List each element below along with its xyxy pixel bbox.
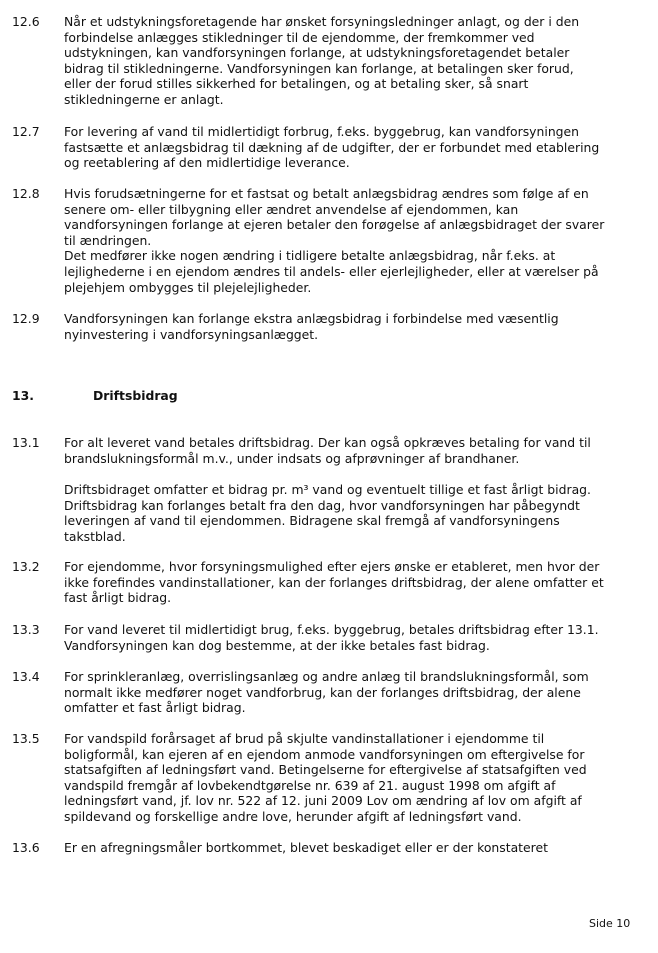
section-text: For ejendomme, hvor forsyningsmulighed efter ejers ønske er etableret, men hvor der ikke forefindes vandinstallationer, kan der forlanges driftsbidrag, der alene omfatter et fast årligt bidrag. bbox=[64, 559, 604, 606]
heading-number: 13. bbox=[12, 388, 34, 403]
section-text: Når et udstykningsforetagende har ønsket forsyningsledninger anlagt, og der i den forbindelse anlægges stikledninger til de ejendomme, der fremkommer ved udstykningen, kan vandforsyningen forlange, at udstykningsforetagendet betaler bidrag til stikledningerne. Vandforsyningen kan forlange, at betalingen sker forud, eller der forud stilles sikkerhed for betalingen, og at betaling sker, så snart stikledningerne er anlagt. bbox=[64, 14, 580, 107]
section-number: 12.6 bbox=[12, 14, 40, 29]
heading-title: Driftsbidrag bbox=[93, 388, 178, 403]
section-number: 13.1 bbox=[12, 435, 40, 450]
section-text: For vand leveret til midlertidigt brug, f.eks. byggebrug, betales driftsbidrag efter 13.1. Vandforsyningen kan dog bestemme, at der ikke betales fast bidrag. bbox=[64, 622, 599, 653]
section-number: 13.3 bbox=[12, 622, 40, 637]
section-text: Vandforsyningen kan forlange ekstra anlægsbidrag i forbindelse med væsentlig nyinvestering i vandforsyningsanlægget. bbox=[64, 311, 559, 342]
section-text: Er en afregningsmåler bortkommet, blevet beskadiget eller er der konstateret bbox=[64, 840, 548, 855]
section-text: For sprinkleranlæg, overrislingsanlæg og andre anlæg til brandslukningsformål, som normalt ikke medfører noget vandforbrug, kan der forlanges driftsbidrag, der alene omfatter et fast årligt bidrag. bbox=[64, 669, 589, 716]
section-text: Hvis forudsætningerne for et fastsat og betalt anlægsbidrag ændres som følge af en senere om- eller tilbygning eller ændret anvendelse af ejendommen, kan vandforsyningen forlange at ejeren betaler den forøgelse af anlægsbidraget der svarer til ændringen. Det medfører ikke nogen ændring i tidligere betalte anlægsbidrag, når f.eks. at lejlighederne i en ejendom ændres til andels- eller ejerlejligheder, eller at værelser på plejehjem ombygges til plejelejligheder. bbox=[64, 186, 605, 295]
section-number: 13.2 bbox=[12, 559, 40, 574]
section-number: 13.6 bbox=[12, 840, 40, 855]
section-text: For levering af vand til midlertidigt forbrug, f.eks. byggebrug, kan vandforsyningen fastsætte et anlægsbidrag til dækning af de udgifter, der er forbundet med etablering og reetablering af den midlertidige leverance. bbox=[64, 124, 600, 171]
section-text: For alt leveret vand betales driftsbidrag. Der kan også opkræves betaling for vand til brandslukningsformål m.v., under indsats og afprøvninger af brandhaner. bbox=[64, 435, 591, 466]
section-text: Driftsbidraget omfatter et bidrag pr. m³ vand og eventuelt tillige et fast årligt bidrag. Driftsbidrag kan forlanges betalt fra den dag, hvor vandforsyningen har påbegyndt leveringen af vand til ejendommen. Bidragene skal fremgå af vandforsyningens takstblad. bbox=[64, 482, 591, 544]
section-number: 12.9 bbox=[12, 311, 40, 326]
section-number: 12.7 bbox=[12, 124, 40, 139]
section-number: 12.8 bbox=[12, 186, 40, 201]
section-number: 13.4 bbox=[12, 669, 40, 684]
section-text: For vandspild forårsaget af brud på skjulte vandinstallationer i ejendomme til boligformål, kan ejeren af en ejendom anmode vandforsyningen om eftergivelse for statsafgiften af ledningsført vand. Betingelserne for eftergivelse af statsafgiften ved vandspild fremgår af lovbekendtgørelse nr. 639 af 21. august 1998 om afgift af ledningsført vand, jf. lov nr. 522 af 12. juni 2009 Lov om ændring af lov om afgift af spildevand og forskellige andre love, herunder afgift af ledningsført vand. bbox=[64, 731, 587, 824]
section-number: 13.5 bbox=[12, 731, 40, 746]
page-number: Side 10 bbox=[589, 917, 631, 930]
